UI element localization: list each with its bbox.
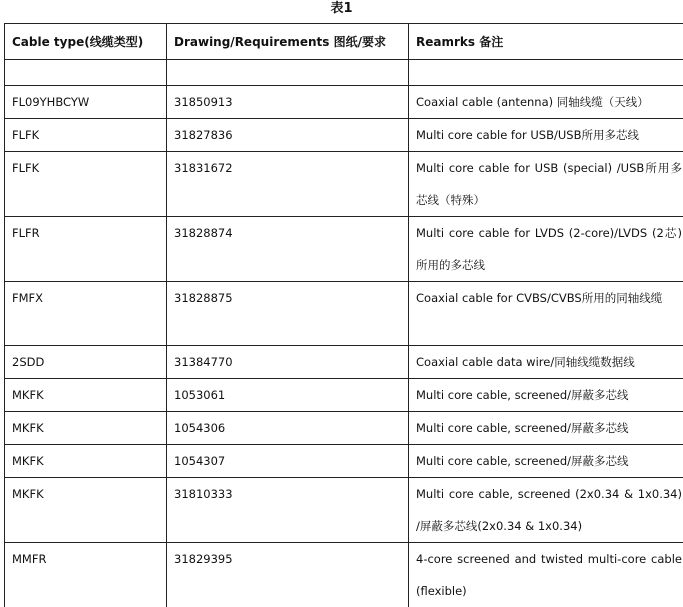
cell-cable-type: MKFK <box>5 379 167 412</box>
cell-drawing: 31827836 <box>167 119 409 152</box>
header-cable-type: Cable type(线缆类型) <box>5 24 167 60</box>
cell-cable-type: MKFK <box>5 445 167 478</box>
header-drawing: Drawing/Requirements 图纸/要求 <box>167 24 409 60</box>
cell-drawing: 31828874 <box>167 217 409 282</box>
cell-drawing: 31831672 <box>167 152 409 217</box>
table-row <box>5 346 683 379</box>
cell-cable-type: FLFK <box>5 152 167 217</box>
cell-remark: 4-core screened and twisted multi-core cable (flexible) <box>409 543 683 607</box>
cell-drawing: 31384770 <box>167 346 409 379</box>
table-row <box>5 478 683 543</box>
cell-cable-type: MKFK <box>5 412 167 445</box>
cell-cable-type: FL09YHBCYW <box>5 86 167 119</box>
cell-remark: Multi core cable, screened/屏蔽多芯线 <box>409 379 683 412</box>
cell-drawing: 1054307 <box>167 445 409 478</box>
cell-drawing: 31829395 <box>167 543 409 607</box>
cell-cable-type <box>5 60 167 86</box>
header-remarks: Reamrks 备注 <box>409 24 683 60</box>
cell-remark: Multi core cable, screened (2x0.34 & 1x0.34) /屏蔽多芯线(2x0.34 & 1x0.34) <box>409 478 683 543</box>
cell-remark: Multi core cable for USB (special) /USB所用多芯线（特殊） <box>409 152 683 217</box>
cell-cable-type: FMFX <box>5 282 167 346</box>
cell-remark: Coaxial cable data wire/同轴线缆数据线 <box>409 346 683 379</box>
table-row <box>5 543 683 607</box>
table-row <box>5 60 683 86</box>
table-caption: 表1 <box>0 0 683 20</box>
table-row <box>5 217 683 282</box>
table-row <box>5 86 683 119</box>
cell-remark: Multi core cable for USB/USB所用多芯线 <box>409 119 683 152</box>
cell-remark <box>409 60 683 86</box>
table-row <box>5 412 683 445</box>
table-row <box>5 282 683 346</box>
cell-drawing: 1053061 <box>167 379 409 412</box>
cell-remark: Multi core cable, screened/屏蔽多芯线 <box>409 412 683 445</box>
table-row <box>5 379 683 412</box>
cell-cable-type: FLFR <box>5 217 167 282</box>
cell-remark: Coaxial cable for CVBS/CVBS所用的同轴线缆 <box>409 282 683 346</box>
cell-cable-type: MMFR <box>5 543 167 607</box>
cell-drawing: 1054306 <box>167 412 409 445</box>
cell-remark: Multi core cable, screened/屏蔽多芯线 <box>409 445 683 478</box>
cell-remark: Coaxial cable (antenna) 同轴线缆（天线） <box>409 86 683 119</box>
table-row <box>5 152 683 217</box>
table-row <box>5 445 683 478</box>
cell-drawing: 31850913 <box>167 86 409 119</box>
cell-cable-type: 2SDD <box>5 346 167 379</box>
cell-drawing: 31828875 <box>167 282 409 346</box>
cell-drawing: 31810333 <box>167 478 409 543</box>
cell-remark: Multi core cable for LVDS (2-core)/LVDS (2芯) 所用的多芯线 <box>409 217 683 282</box>
table-row <box>5 119 683 152</box>
cell-drawing <box>167 60 409 86</box>
cell-cable-type: FLFK <box>5 119 167 152</box>
cell-cable-type: MKFK <box>5 478 167 543</box>
cable-table <box>4 23 683 607</box>
table-header-row <box>5 24 683 60</box>
